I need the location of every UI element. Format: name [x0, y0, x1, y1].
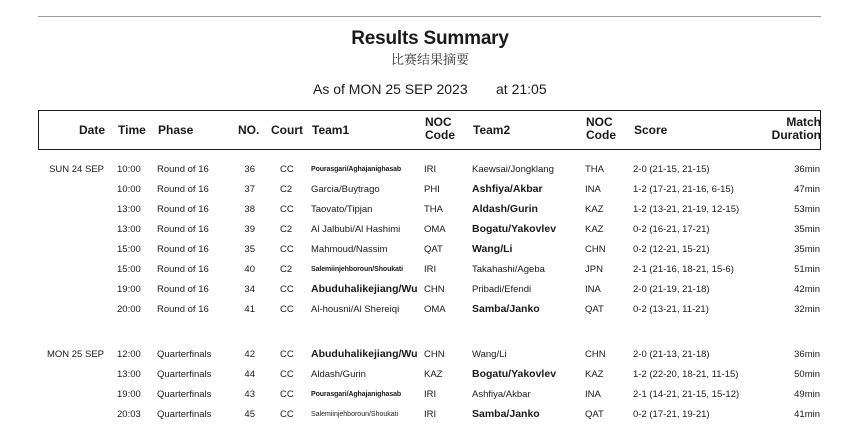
cell-score: 2-1 (21-16, 18-21, 15-6)	[633, 264, 734, 275]
table-row	[0, 349, 860, 369]
cell-noc2: KAZ	[585, 204, 604, 215]
cell-time: 15:00	[117, 264, 141, 275]
cell-noc1: PHI	[424, 184, 440, 195]
cell-no: 40	[244, 264, 255, 275]
table-row	[0, 369, 860, 389]
table-row	[0, 204, 860, 224]
cell-time: 15:00	[117, 244, 141, 255]
table-row	[0, 244, 860, 264]
cell-noc2: THA	[585, 164, 604, 175]
cell-duration: 36min	[794, 164, 820, 175]
cell-phase: Quarterfinals	[157, 349, 212, 360]
cell-no: 43	[244, 389, 255, 400]
cell-noc1: KAZ	[424, 369, 443, 380]
cell-court: CC	[280, 389, 294, 400]
cell-phase: Round of 16	[157, 164, 209, 175]
cell-score: 2-0 (21-15, 21-15)	[633, 164, 710, 175]
cell-time: 13:00	[117, 224, 141, 235]
cell-phase: Round of 16	[157, 264, 209, 275]
header-time: Time	[118, 123, 146, 137]
cell-noc2: JPN	[585, 264, 603, 275]
cell-phase: Round of 16	[157, 284, 209, 295]
cell-duration: 35min	[794, 244, 820, 255]
cell-team2: Ashfiya/Akbar	[472, 183, 543, 195]
cell-date: SUN 24 SEP	[49, 164, 104, 175]
cell-noc2: QAT	[585, 409, 604, 420]
cell-team2: Samba/Janko	[472, 408, 540, 420]
cell-duration: 42min	[794, 284, 820, 295]
cell-noc2: INA	[585, 389, 601, 400]
cell-team1: Pourasgari/Aghajanighasab	[311, 391, 402, 398]
as-of-date: As of MON 25 SEP 2023	[313, 81, 468, 97]
cell-no: 42	[244, 349, 255, 360]
cell-score: 0-2 (13-21, 11-21)	[633, 304, 709, 315]
cell-time: 19:00	[117, 389, 141, 400]
cell-court: C2	[280, 224, 293, 235]
cell-no: 36	[244, 164, 255, 175]
cell-time: 13:00	[117, 204, 141, 215]
cell-score: 0-2 (17-21, 19-21)	[633, 409, 710, 420]
cell-date: MON 25 SEP	[46, 349, 104, 360]
cell-time: 10:00	[117, 164, 141, 175]
header-team2: Team2	[473, 123, 511, 137]
header-score: Score	[634, 123, 668, 137]
cell-duration: 51min	[794, 264, 820, 275]
cell-score: 2-1 (14-21, 21-15, 15-12)	[633, 389, 740, 400]
cell-phase: Round of 16	[157, 204, 209, 215]
cell-noc1: OMA	[424, 304, 446, 315]
cell-noc1: IRI	[424, 409, 437, 420]
cell-duration: 53min	[794, 204, 820, 215]
cell-court: CC	[280, 244, 294, 255]
cell-team1: Taovato/Tipjan	[311, 204, 373, 215]
cell-court: CC	[280, 304, 294, 315]
cell-noc1: QAT	[424, 244, 443, 255]
cell-phase: Round of 16	[157, 304, 209, 315]
cell-phase: Round of 16	[157, 224, 209, 235]
table-row	[0, 224, 860, 244]
cell-noc1: OMA	[424, 224, 446, 235]
cell-duration: 41min	[794, 409, 820, 420]
table-row	[0, 304, 860, 324]
cell-court: CC	[280, 284, 294, 295]
cell-time: 13:00	[117, 369, 141, 380]
cell-phase: Quarterfinals	[157, 369, 212, 380]
cell-no: 45	[244, 409, 255, 420]
cell-team1: Al-housni/Al Shereiqi	[311, 304, 400, 315]
cell-noc1: IRI	[424, 264, 437, 275]
cell-noc1: IRI	[424, 389, 437, 400]
cell-team2: Kaewsai/Jongklang	[472, 164, 554, 175]
cell-team2: Pribadi/Efendi	[472, 284, 532, 295]
cell-court: CC	[280, 164, 294, 175]
cell-duration: 47min	[794, 184, 820, 195]
cell-noc1: THA	[424, 204, 443, 215]
cell-noc2: INA	[585, 284, 601, 295]
cell-time: 12:00	[117, 349, 141, 360]
header-date: Date	[78, 123, 105, 137]
cell-team1: Abuduhalikejiang/Wu	[311, 348, 418, 360]
cell-noc2: QAT	[585, 304, 604, 315]
cell-time: 19:00	[117, 284, 141, 295]
cell-team1: Pourasgari/Aghajanighasab	[311, 166, 402, 173]
header-phase: Phase	[158, 123, 194, 137]
cell-noc2: CHN	[585, 244, 606, 255]
header-noc1: NOC Code	[425, 115, 455, 142]
header-court: Court	[271, 123, 303, 137]
cell-team1: Abuduhalikejiang/Wu	[311, 283, 418, 295]
header-no: NO.	[238, 123, 260, 137]
cell-team1: Garcia/Buytrago	[311, 184, 380, 195]
cell-time: 10:00	[117, 184, 141, 195]
table-row	[0, 409, 860, 429]
table-header	[38, 110, 821, 150]
cell-no: 34	[244, 284, 255, 295]
cell-duration: 36min	[794, 349, 820, 360]
cell-noc1: CHN	[424, 349, 445, 360]
cell-court: CC	[280, 369, 294, 380]
cell-no: 37	[244, 184, 255, 195]
page-title: Results Summary	[351, 28, 509, 49]
cell-noc2: KAZ	[585, 369, 604, 380]
table-row	[0, 389, 860, 409]
top-rule	[38, 16, 821, 17]
cell-team2: Ashfiya/Akbar	[472, 389, 531, 400]
cell-noc2: INA	[585, 184, 601, 195]
cell-team1: Mahmoud/Nassim	[311, 244, 388, 255]
cell-score: 1-2 (22-20, 18-21, 11-15)	[633, 369, 739, 380]
as-of-time: at 21:05	[496, 81, 547, 97]
cell-noc1: IRI	[424, 164, 437, 175]
cell-score: 2-0 (21-13, 21-18)	[633, 349, 710, 360]
cell-phase: Round of 16	[157, 184, 209, 195]
table-row	[0, 284, 860, 304]
cell-team2: Bogatu/Yakovlev	[472, 368, 557, 380]
cell-score: 2-0 (21-19, 21-18)	[633, 284, 710, 295]
header-noc2: NOC Code	[586, 115, 616, 142]
header-team1: Team1	[312, 123, 350, 137]
cell-score: 0-2 (12-21, 15-21)	[633, 244, 710, 255]
page-subtitle: 比赛结果摘要	[390, 53, 469, 68]
cell-time: 20:03	[117, 409, 141, 420]
cell-duration: 49min	[794, 389, 820, 400]
cell-noc1: CHN	[424, 284, 445, 295]
cell-court: CC	[280, 409, 294, 420]
cell-team1: Aldash/Gurin	[311, 369, 366, 380]
table-row	[0, 264, 860, 284]
cell-score: 0-2 (16-21, 17-21)	[633, 224, 710, 235]
cell-score: 1-2 (17-21, 21-16, 6-15)	[633, 184, 734, 195]
cell-team1: Salemiinjehboroun/Shoukati	[311, 266, 403, 273]
cell-score: 1-2 (13-21, 21-19, 12-15)	[633, 204, 740, 215]
cell-team2: Wang/Li	[472, 243, 513, 255]
cell-court: C2	[280, 264, 293, 275]
cell-team2: Samba/Janko	[472, 303, 540, 315]
cell-no: 44	[244, 369, 255, 380]
cell-court: CC	[280, 349, 294, 360]
cell-phase: Quarterfinals	[157, 409, 212, 420]
cell-no: 41	[244, 304, 255, 315]
cell-court: C2	[280, 184, 293, 195]
cell-team1: Salemiinjehboroun/Shoukati	[311, 411, 399, 418]
cell-team2: Aldash/Gurin	[472, 203, 538, 215]
cell-team2: Takahashi/Ageba	[472, 264, 545, 275]
header-duration: Match Duration	[771, 115, 821, 142]
cell-duration: 32min	[794, 304, 820, 315]
cell-duration: 35min	[794, 224, 820, 235]
cell-noc2: CHN	[585, 349, 606, 360]
cell-duration: 50min	[794, 369, 820, 380]
cell-phase: Quarterfinals	[157, 389, 212, 400]
table-row	[0, 184, 860, 204]
table-row	[0, 164, 860, 184]
cell-noc2: KAZ	[585, 224, 604, 235]
cell-team2: Wang/Li	[472, 349, 507, 360]
cell-team1: Al Jalbubi/Al Hashimi	[311, 224, 401, 235]
cell-court: CC	[280, 204, 294, 215]
cell-team2: Bogatu/Yakovlev	[472, 223, 557, 235]
cell-phase: Round of 16	[157, 244, 209, 255]
cell-no: 38	[244, 204, 255, 215]
cell-time: 20:00	[117, 304, 141, 315]
cell-no: 39	[244, 224, 255, 235]
cell-no: 35	[244, 244, 255, 255]
